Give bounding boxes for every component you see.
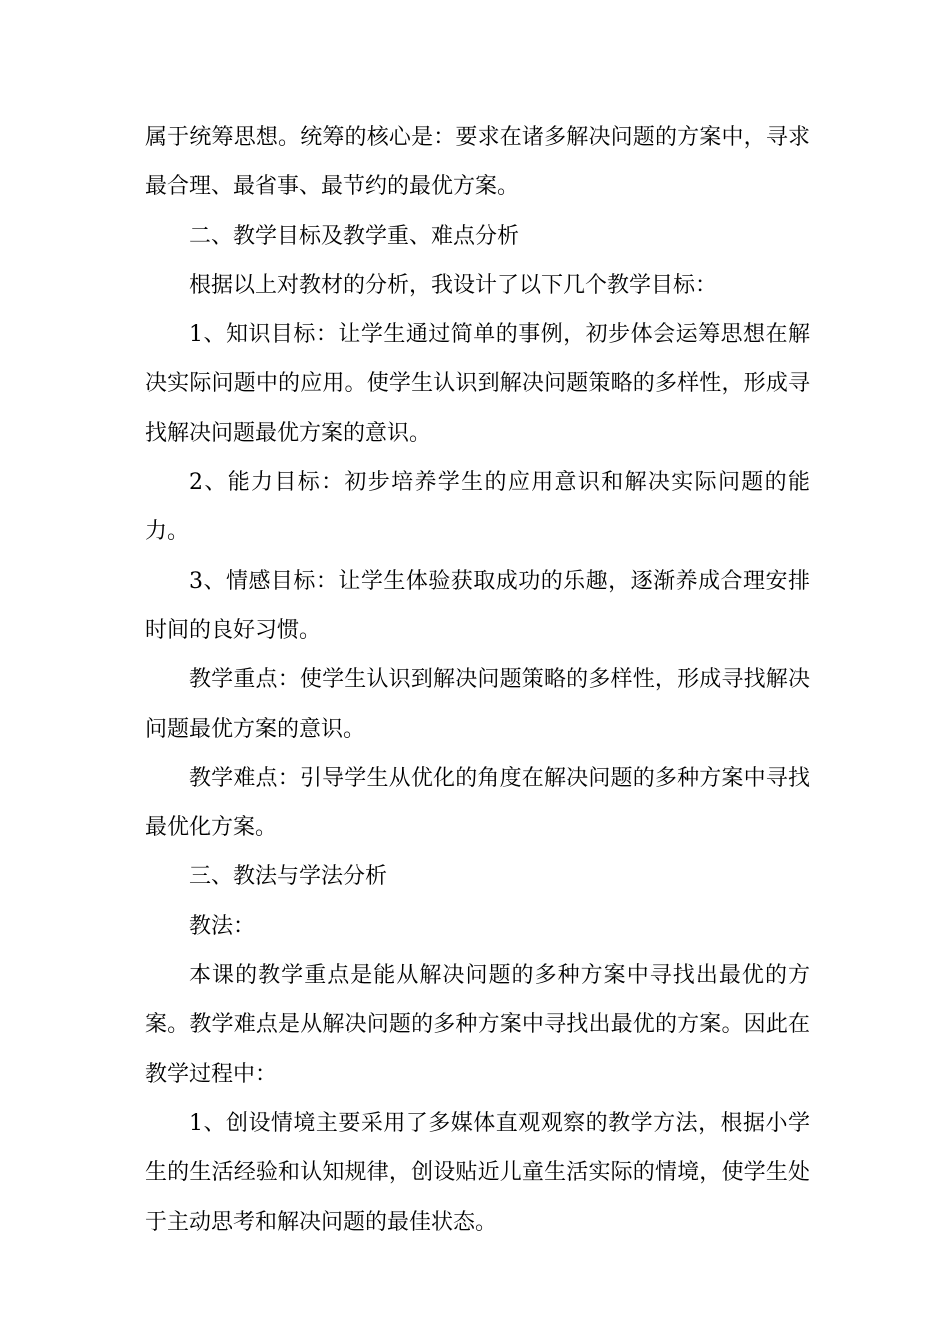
paragraph-5: 2、能力目标：初步培养学生的应用意识和解决实际问题的能力。 bbox=[145, 470, 810, 545]
paragraph-7: 教学重点：使学生认识到解决问题策略的多样性，形成寻找解决问题最优方案的意识。 bbox=[145, 667, 810, 742]
paragraph-12: 1、创设情境主要采用了多媒体直观观察的教学方法，根据小学生的生活经验和认知规律，创设贴近儿童生活实际的情境，使学生处于主动思考和解决问题的最佳状态。 bbox=[145, 1110, 810, 1235]
document-body bbox=[145, 113, 810, 1247]
section-heading-2: 二、教学目标及教学重、难点分析 bbox=[189, 223, 520, 249]
paragraph-10: 教法： bbox=[189, 913, 256, 939]
paragraph-4: 1、知识目标：让学生通过简单的事例，初步体会运筹思想在解决实际问题中的应用。使学生认识到解决问题策略的多样性，形成寻找解决问题最优方案的意识。 bbox=[145, 322, 810, 446]
paragraph-3: 根据以上对教材的分析，我设计了以下几个教学目标： bbox=[189, 272, 718, 298]
paragraph-11: 本课的教学重点是能从解决问题的多种方案中寻找出最优的方案。教学难点是从解决问题的多种方案中寻找出最优的方案。因此在教学过程中： bbox=[145, 963, 810, 1087]
paragraph-6: 3、情感目标：让学生体验获取成功的乐趣，逐渐养成合理安排时间的良好习惯。 bbox=[145, 568, 810, 643]
paragraph-8: 教学难点：引导学生从优化的角度在解决问题的多种方案中寻找最优化方案。 bbox=[145, 765, 810, 841]
paragraph-1: 属于统筹思想。统筹的核心是：要求在诸多解决问题的方案中，寻求最合理、最省事、最节约的最优方案。 bbox=[145, 125, 810, 200]
section-heading-9: 三、教法与学法分析 bbox=[189, 864, 388, 890]
